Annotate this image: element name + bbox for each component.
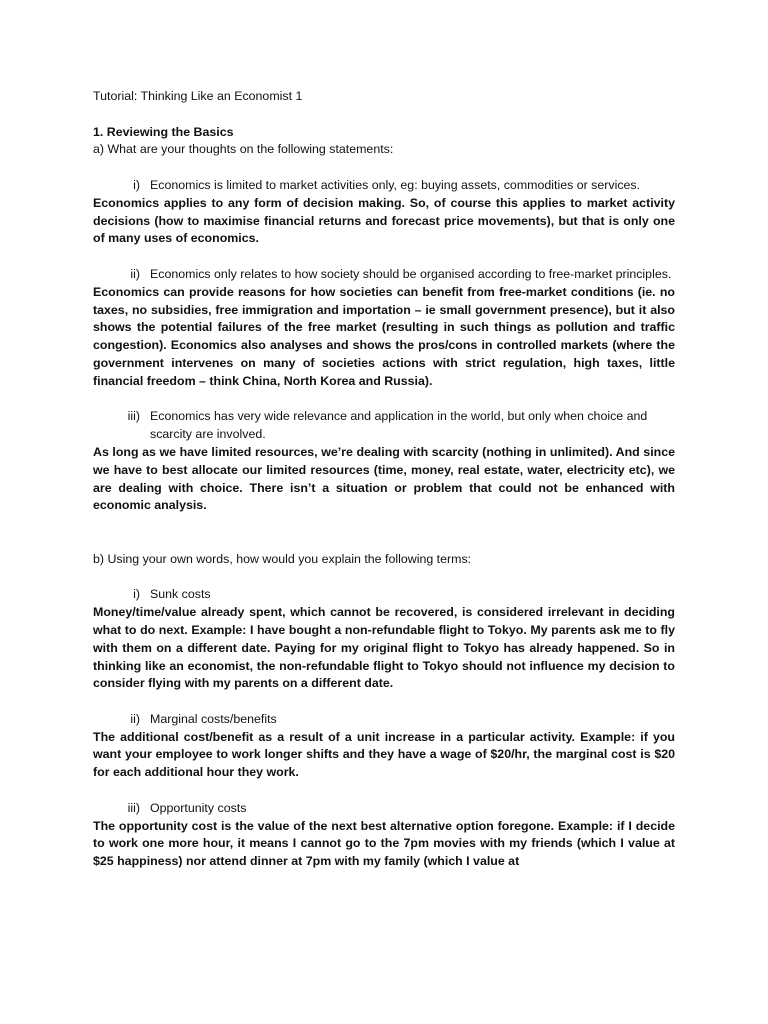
statement-item (93, 408, 675, 444)
item-number: i) (133, 177, 140, 192)
statement-text: Economics has very wide relevance and application in the world, but only when choice and scarcity are involved. (150, 409, 648, 442)
section-title: 1. Reviewing the Basics (93, 124, 234, 139)
term-item (93, 586, 675, 604)
spacer (93, 248, 675, 266)
item-number: ii) (130, 266, 140, 281)
spacer (93, 693, 675, 711)
item-number: iii) (127, 409, 140, 424)
item-number: iii) (127, 800, 140, 815)
page-title: Tutorial: Thinking Like an Economist 1 (93, 89, 303, 103)
answer-text: Money/time/value already spent, which cannot be recovered, is considered irrelevant in deciding what to do next. Example: I have bought a non-refundable flight to Tokyo. My parents ask me to fly with them on a different date. Paying for my original flight to Tokyo has already happened. So in thinking like an economist, the non-refundable flight to Tokyo should not influence my decision to consider flying with my parents on a different date. (93, 605, 675, 691)
term-text: Sunk costs (150, 587, 211, 602)
statement-text: Economics is limited to market activities only, eg: buying assets, commodities or services. (150, 177, 641, 192)
spacer (93, 515, 675, 551)
answer-text: Economics applies to any form of decision making. So, of course this applies to market activity decisions (how to maximise financial returns and forecast price movements), but that is only one of many uses of economics. (93, 195, 675, 246)
spacer (93, 782, 675, 800)
spacer (93, 159, 675, 177)
part-a-prompt: a) What are your thoughts on the following statements: (93, 142, 394, 157)
item-number: ii) (130, 711, 140, 726)
answer-text: As long as we have limited resources, we’re dealing with scarcity (nothing in unlimited). And since we have to best allocate our limited resources (time, money, real estate, water, electricity etc), we are dealing with choice. There isn’t a situation or problem that could not be enhanced with economic analysis. (93, 444, 675, 513)
statement-item (93, 266, 675, 284)
answer-text: Economics can provide reasons for how societies can benefit from free-market conditions (ie. no taxes, no subsidies, free immigration and importation – ie small government presence), but it also shows the potential failures of the free market (resulting in such things as pollution and traffic congestion). Economics also analyses and shows the pros/cons in controlled markets (where the government intervenes on many of societies actions with strict regulation, high taxes, little financial freedom – think China, North Korea and Russia). (93, 284, 675, 388)
item-number: i) (133, 587, 140, 602)
term-text: Marginal costs/benefits (150, 711, 277, 726)
part-b-prompt: b) Using your own words, how would you explain the following terms: (93, 551, 472, 566)
spacer (93, 569, 675, 587)
term-text: Opportunity costs (150, 800, 247, 815)
statement-text: Economics only relates to how society should be organised according to free-market principles. (150, 266, 672, 281)
spacer (93, 391, 675, 409)
term-item (93, 800, 675, 818)
statement-item (93, 177, 675, 195)
term-item (93, 711, 675, 729)
answer-text: The opportunity cost is the value of the next best alternative option foregone. Example: if I decide to work one more hour, it means I cannot go to the 7pm movies with my friends (which I value at $25 happiness) nor attend dinner at 7pm with my family (which I value at (93, 818, 675, 869)
answer-text: The additional cost/benefit as a result of a unit increase in a particular activity. Example: if you want your employee to work longer shifts and they have a wage of $20/hr, the marginal cost is $20 for each additional hour they work. (93, 729, 675, 780)
